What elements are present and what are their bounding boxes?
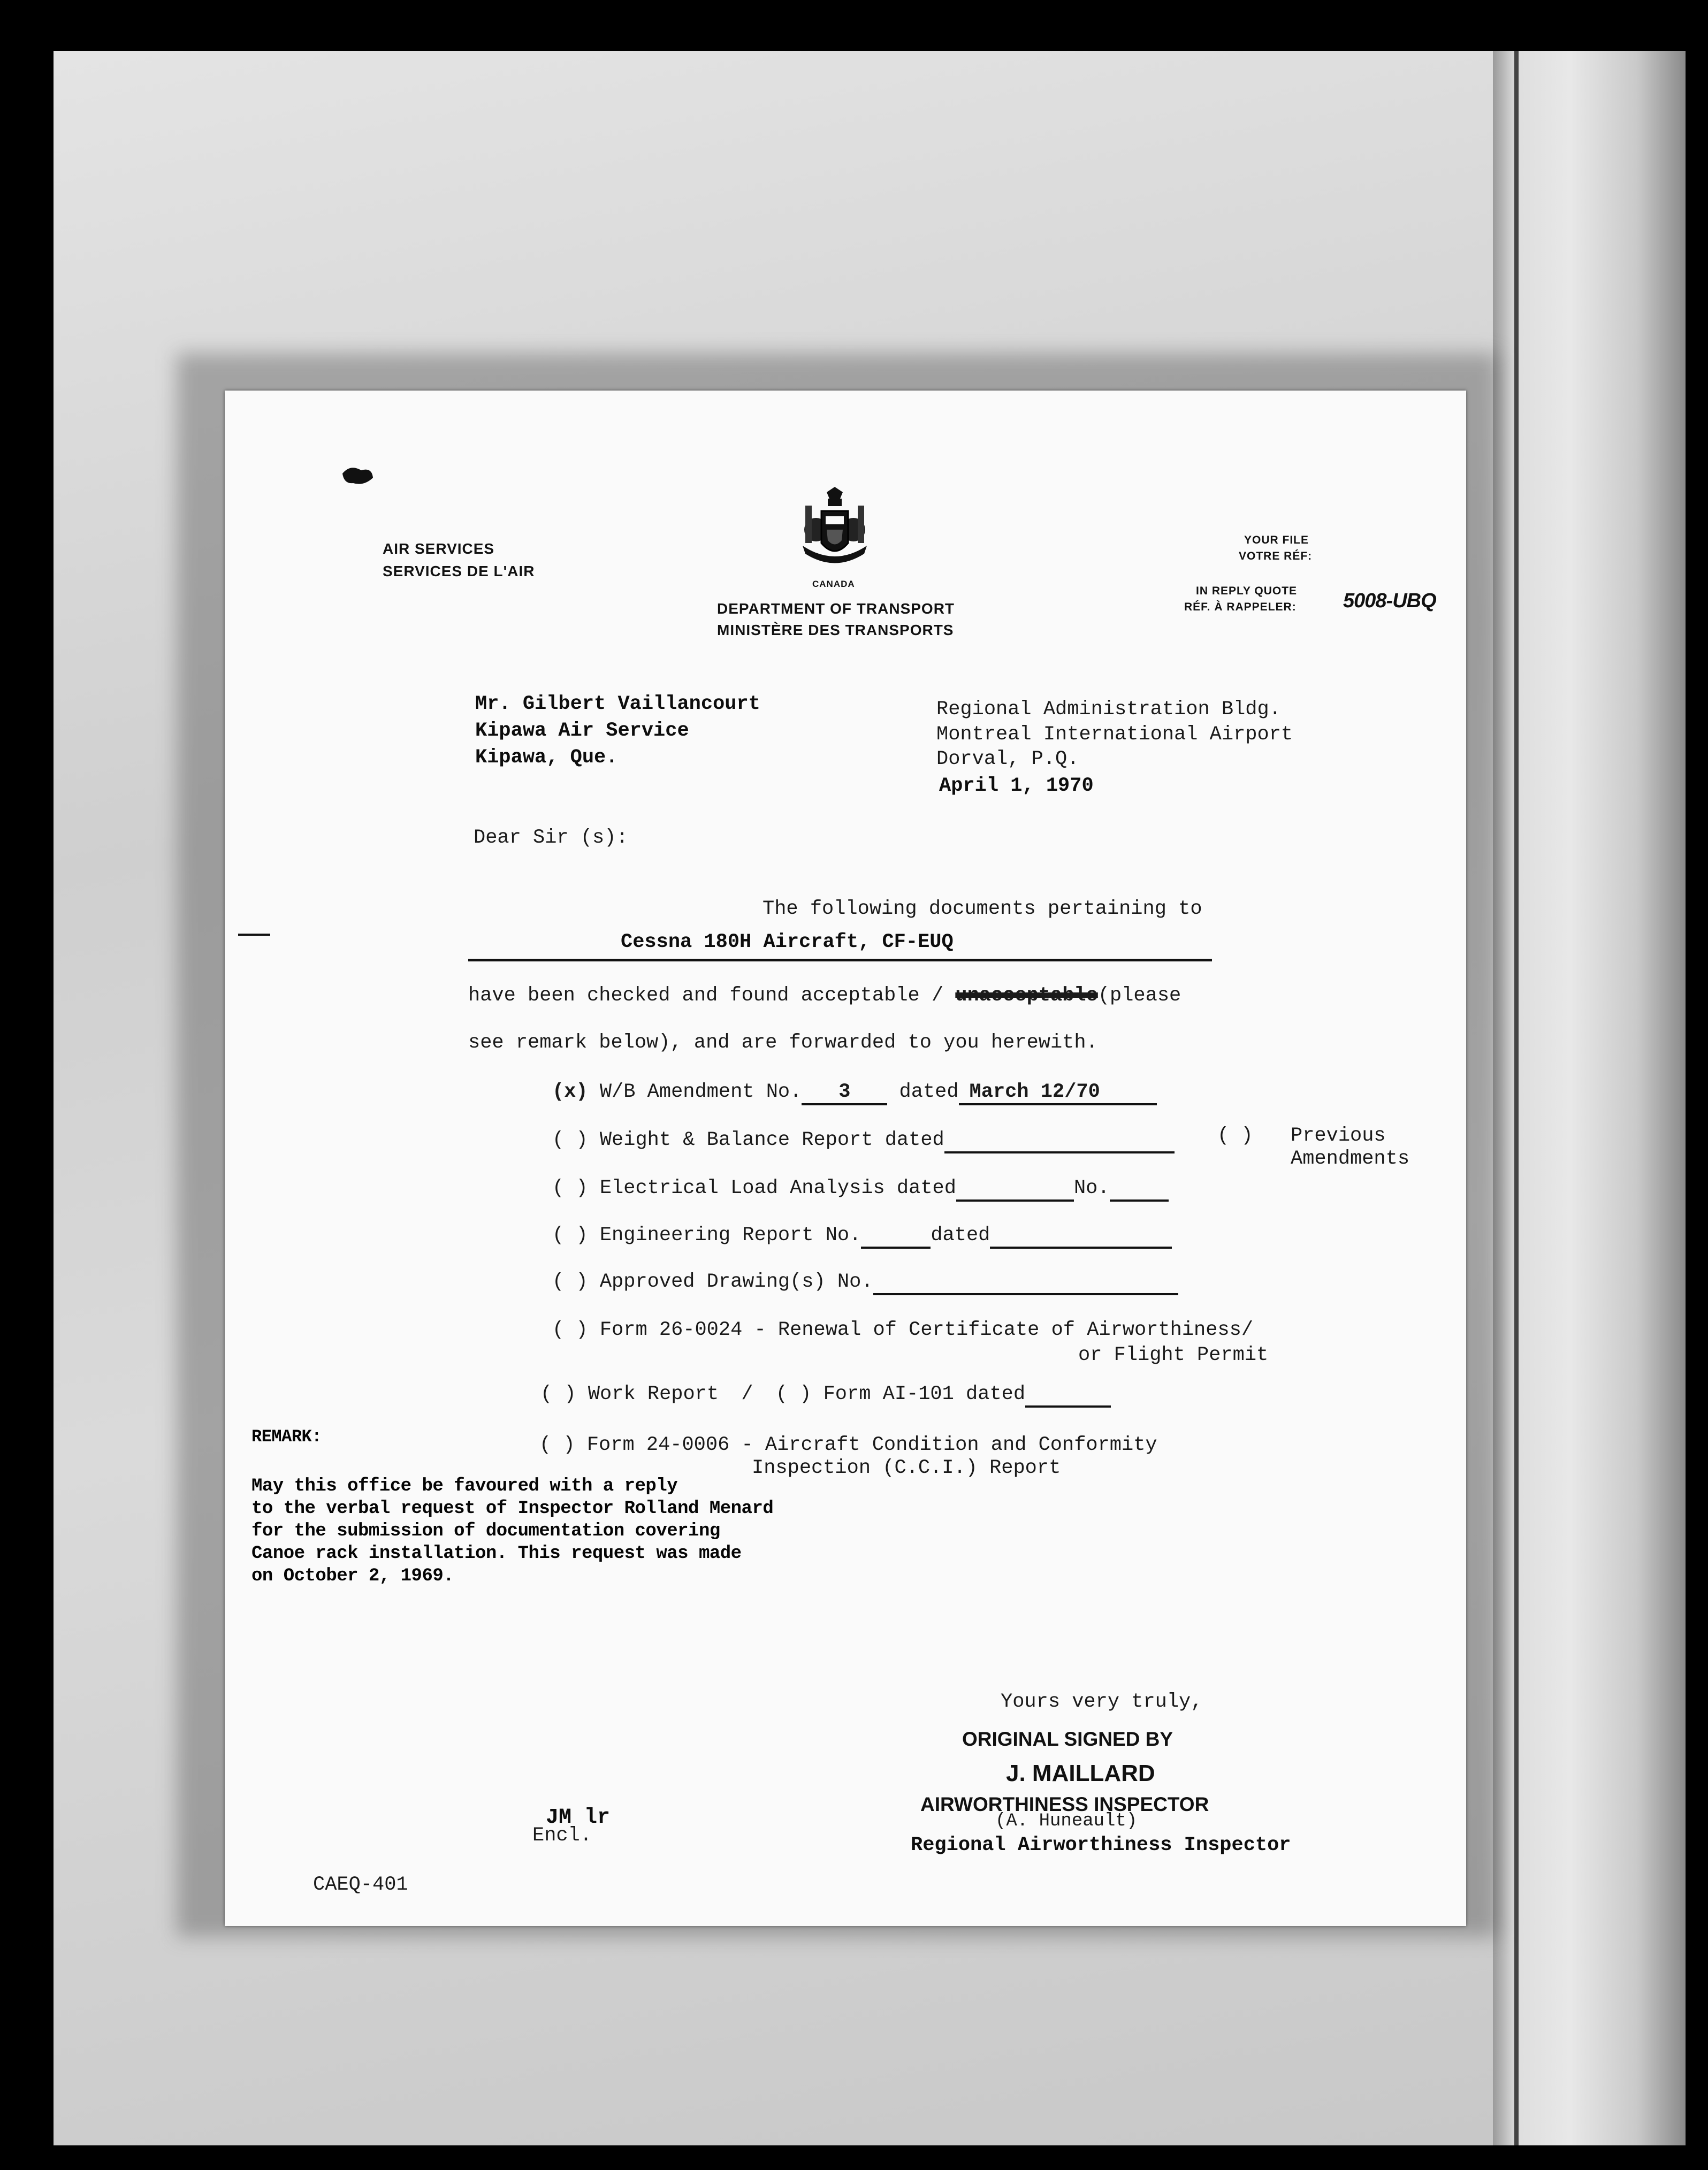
letter-date: April 1, 1970: [939, 775, 1094, 797]
previous-label: Previous: [1291, 1125, 1386, 1147]
aircraft-subject: Cessna 180H Aircraft, CF-EUQ: [621, 931, 954, 953]
fold-line: [1514, 51, 1519, 2145]
stamp-signer-title: AIRWORTHINESS INSPECTOR: [920, 1793, 1209, 1815]
previous-checkbox[interactable]: ( ): [1217, 1125, 1253, 1147]
staple-mark-icon: [340, 463, 377, 490]
electrical-no-blank: [1110, 1177, 1169, 1202]
work-report-separator: /: [741, 1383, 753, 1405]
weight-balance-label: Weight & Balance Report dated: [599, 1129, 944, 1151]
item-weight-balance: [552, 1129, 1175, 1153]
work-report-checkbox[interactable]: ( ): [540, 1383, 576, 1405]
reply-quote-value: 5008-UBQ: [1343, 590, 1436, 612]
air-services-fr: SERVICES DE L'AIR: [383, 563, 535, 579]
struck-word: unacceptable: [955, 984, 1098, 1007]
wb-checkbox[interactable]: (x): [552, 1081, 588, 1103]
checked-text-a: have been checked and found acceptable /: [468, 984, 956, 1007]
item-engineering: [552, 1224, 1172, 1249]
stamp-original-signed: ORIGINAL SIGNED BY: [962, 1728, 1173, 1750]
form-code: CAEQ-401: [313, 1874, 408, 1896]
drawing-checkbox[interactable]: ( ): [552, 1271, 588, 1293]
electrical-label: Electrical Load Analysis dated: [599, 1177, 956, 1199]
amendments-label: Amendments: [1291, 1148, 1410, 1170]
item-wb-amendment: [552, 1081, 1157, 1105]
drawing-blank: [873, 1271, 1178, 1295]
recipient-name: Mr. Gilbert Vaillancourt: [475, 693, 760, 715]
electrical-no-label: No.: [1073, 1177, 1110, 1199]
reply-quote-en: IN REPLY QUOTE: [1196, 585, 1298, 597]
form-ai101-label: Form AI-101 dated: [823, 1383, 1026, 1405]
enclosure-note: Encl.: [532, 1824, 592, 1847]
recipient-location: Kipawa, Que.: [475, 746, 618, 769]
item-work-report: [540, 1383, 1111, 1408]
recipient-company: Kipawa Air Service: [475, 720, 689, 742]
signer-title: Regional Airworthiness Inspector: [911, 1834, 1291, 1856]
your-file-en: YOUR FILE: [1244, 534, 1309, 546]
engineering-no-blank: [861, 1224, 931, 1249]
margin-dash: [238, 934, 270, 936]
weight-balance-checkbox[interactable]: ( ): [552, 1129, 588, 1151]
stamp-signer-name: J. MAILLARD: [1006, 1760, 1155, 1786]
checked-text-b: (please: [1097, 984, 1181, 1007]
wb-number: 3: [802, 1081, 887, 1105]
canada-coat-of-arms-icon: [795, 487, 875, 578]
form-26-label: Form 26-0024 - Renewal of Certificate of Airworthiness/: [599, 1319, 1254, 1341]
form-ai101-checkbox[interactable]: ( ): [775, 1383, 812, 1405]
mounting-board-edge: [1493, 51, 1686, 2145]
remark-line-2: to the verbal request of Inspector Rolland Menard: [251, 1499, 774, 1519]
remark-line-1: May this office be favoured with a reply: [251, 1476, 678, 1496]
remark-line-3: for the submission of documentation covering: [251, 1521, 720, 1541]
typed-name: (A. Huneault): [995, 1811, 1138, 1831]
reply-quote-fr: RÉF. À RAPPELER:: [1184, 601, 1297, 613]
wb-label: W/B Amendment No.: [599, 1081, 802, 1103]
air-services-en: AIR SERVICES: [383, 540, 495, 557]
typist-initials: JM lr: [546, 1806, 611, 1830]
checked-line-2: see remark below), and are forwarded to you herewith.: [468, 1031, 1098, 1054]
form-26-checkbox[interactable]: ( ): [552, 1319, 588, 1341]
form-ai101-blank: [1025, 1383, 1111, 1408]
electrical-date-blank: [956, 1177, 1074, 1202]
item-form-26: [552, 1319, 1253, 1341]
salutation: Dear Sir (s):: [474, 827, 628, 849]
intro-line: The following documents pertaining to: [762, 898, 1202, 920]
crest-caption: CANADA: [812, 579, 855, 589]
your-file-fr: VOTRE RÉF:: [1239, 550, 1313, 562]
engineering-date-blank: [990, 1224, 1172, 1249]
weight-balance-blank: [944, 1129, 1175, 1153]
engineering-dated-label: dated: [931, 1224, 990, 1247]
electrical-checkbox[interactable]: ( ): [552, 1177, 588, 1199]
work-report-label: Work Report: [588, 1383, 719, 1405]
subject-underline: [468, 959, 1212, 961]
engineering-label: Engineering Report No.: [599, 1224, 861, 1247]
wb-date: March 12/70: [959, 1081, 1157, 1105]
checked-line: [468, 984, 1181, 1007]
wb-dated-label: dated: [899, 1081, 959, 1103]
remark-heading: REMARK:: [251, 1427, 322, 1447]
valediction: Yours very truly,: [1001, 1691, 1203, 1713]
remark-line-4: Canoe rack installation. This request was made: [251, 1544, 742, 1564]
item-drawing: [552, 1271, 1178, 1295]
engineering-checkbox[interactable]: ( ): [552, 1224, 588, 1247]
form-24-label: Form 24-0006 - Aircraft Condition and Conformity: [586, 1434, 1157, 1456]
department-fr: MINISTÈRE DES TRANSPORTS: [717, 622, 954, 638]
department-en: DEPARTMENT OF TRANSPORT: [717, 600, 955, 617]
sender-city: Dorval, P.Q.: [936, 748, 1079, 770]
drawing-label: Approved Drawing(s) No.: [599, 1271, 873, 1293]
letter-page: [225, 391, 1466, 1926]
sender-airport: Montreal International Airport: [936, 723, 1293, 746]
item-electrical: [552, 1177, 1169, 1202]
form-24-label-2: Inspection (C.C.I.) Report: [752, 1457, 1061, 1479]
item-form-24: [539, 1434, 1157, 1456]
form-26-label-2: or Flight Permit: [1078, 1344, 1269, 1366]
sender-building: Regional Administration Bldg.: [936, 698, 1281, 721]
form-24-checkbox[interactable]: ( ): [539, 1434, 575, 1456]
remark-line-5: on October 2, 1969.: [251, 1566, 454, 1586]
